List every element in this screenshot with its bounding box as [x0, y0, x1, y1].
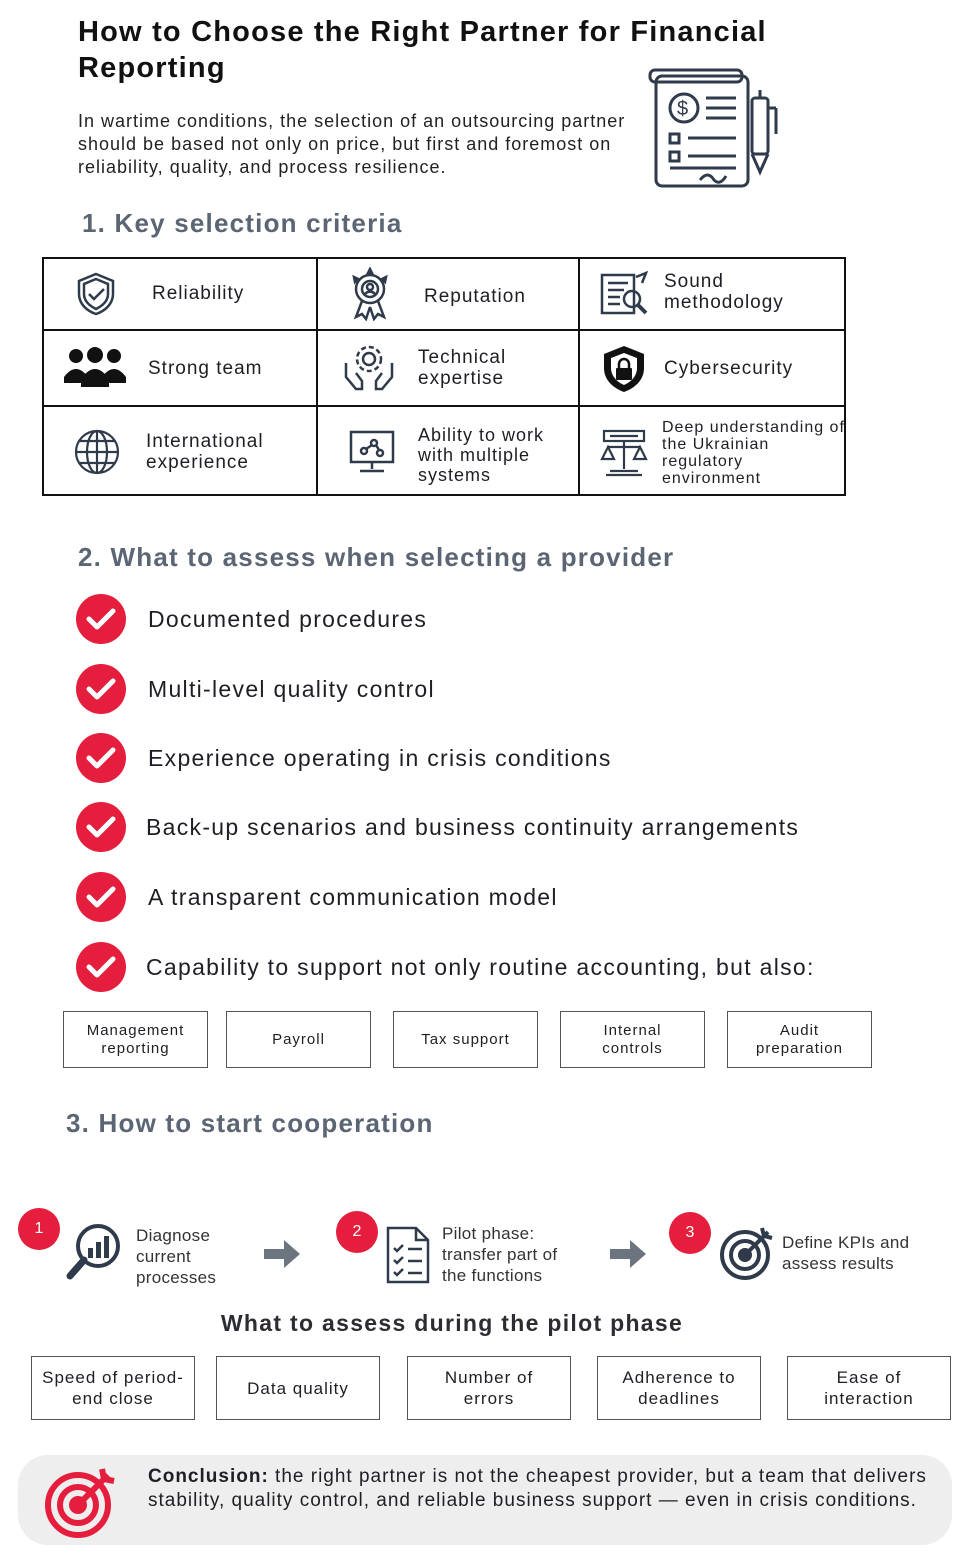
shield-check-icon	[74, 272, 118, 316]
service-box: Payroll	[226, 1011, 371, 1068]
scales-icon	[600, 429, 648, 477]
team-icon	[64, 347, 126, 387]
check-icon	[76, 733, 126, 783]
conclusion-text	[148, 1465, 938, 1513]
conclusion-panel	[18, 1455, 952, 1545]
checklist-icon	[384, 1226, 432, 1284]
section-heading-assess: 2. What to assess when selecting a provider	[78, 542, 675, 572]
step-number: 1	[18, 1208, 60, 1250]
service-box: Tax support	[393, 1011, 538, 1068]
criteria-cell	[318, 259, 578, 329]
criteria-cell	[580, 331, 846, 405]
assess-item-text: A transparent communication model	[148, 883, 558, 910]
criteria-cell	[44, 331, 316, 405]
target-arrow-icon	[42, 1465, 118, 1541]
check-icon	[76, 664, 126, 714]
step-text: Diagnose current processes	[136, 1226, 217, 1287]
criteria-cell	[318, 407, 578, 496]
financial-document-pen-icon	[648, 68, 780, 192]
criteria-label: Deep understanding of the Ukrainian regulatory environment	[662, 419, 845, 487]
step-number: 2	[336, 1211, 378, 1253]
step-text: Define KPIs and assess results	[782, 1233, 910, 1273]
arrow-right-icon	[264, 1240, 300, 1273]
criteria-cell	[44, 407, 316, 496]
check-icon	[76, 942, 126, 992]
conclusion-body: the right partner is not the cheapest provider, but a team that delivers stability, quality control, and reliable business support — even in crisis conditions.	[148, 1466, 927, 1511]
assess-item	[76, 594, 427, 644]
conclusion-label: Conclusion:	[148, 1466, 269, 1487]
monitor-network-icon	[348, 429, 396, 475]
assess-item	[76, 733, 612, 783]
criteria-label: Reputation	[424, 286, 526, 307]
pilot-box: Number of errors	[407, 1356, 571, 1420]
assess-item-text: Back-up scenarios and business continuity arrangements	[146, 813, 800, 840]
svg-text:$: $	[677, 98, 689, 120]
criteria-cell	[318, 331, 578, 405]
page-title: How to Choose the Right Partner for Financial Reporting	[78, 16, 767, 84]
criteria-cell	[580, 407, 846, 496]
check-icon	[76, 802, 126, 852]
assess-item-text: Experience operating in crisis conditions	[148, 744, 612, 771]
assess-item	[76, 802, 799, 852]
criteria-cell	[580, 259, 846, 329]
arrow-right-icon	[610, 1240, 646, 1273]
globe-icon	[74, 429, 120, 475]
assess-item	[76, 942, 815, 992]
section-heading-cooperation: 3. How to start cooperation	[66, 1108, 434, 1138]
target-arrow-icon	[718, 1224, 776, 1282]
assess-item-text: Capability to support not only routine accounting, but also:	[146, 953, 815, 980]
check-icon	[76, 594, 126, 644]
criteria-label: Sound methodology	[664, 271, 784, 313]
hands-gear-icon	[342, 343, 396, 393]
shield-lock-icon	[600, 345, 648, 393]
pilot-box: Speed of period-end close	[31, 1356, 195, 1420]
criteria-label: Reliability	[152, 283, 245, 304]
pilot-box: Ease of interaction	[787, 1356, 951, 1420]
check-icon	[76, 872, 126, 922]
service-box: Internal controls	[560, 1011, 705, 1068]
service-box: Management reporting	[63, 1011, 208, 1068]
criteria-label: Cybersecurity	[664, 358, 794, 379]
criteria-label: Ability to work with multiple systems	[418, 425, 545, 485]
pilot-box: Adherence to deadlines	[597, 1356, 761, 1420]
document-magnifier-icon	[600, 271, 650, 317]
assess-item-text: Multi-level quality control	[148, 675, 435, 702]
service-box: Audit preparation	[727, 1011, 872, 1068]
section-heading-criteria: 1. Key selection criteria	[82, 208, 403, 238]
assess-item	[76, 664, 435, 714]
magnifier-chart-icon	[64, 1222, 124, 1282]
award-badge-icon	[346, 267, 394, 321]
criteria-label: International experience	[146, 431, 264, 473]
intro-text: In wartime conditions, the selection of an outsourcing partner should be based not only on price, but first and foremost on reliability, quality, and process resilience.	[78, 111, 626, 177]
pilot-heading: What to assess during the pilot phase	[220, 1310, 684, 1336]
pilot-box: Data quality	[216, 1356, 380, 1420]
assess-item-text: Documented procedures	[148, 605, 428, 632]
criteria-cell	[44, 259, 316, 329]
assess-item	[76, 872, 558, 922]
criteria-grid	[42, 257, 846, 496]
criteria-label: Technical expertise	[418, 347, 507, 389]
step-text: Pilot phase: transfer part of the functions	[442, 1224, 558, 1285]
criteria-label: Strong team	[148, 358, 263, 379]
step-number: 3	[669, 1212, 711, 1254]
